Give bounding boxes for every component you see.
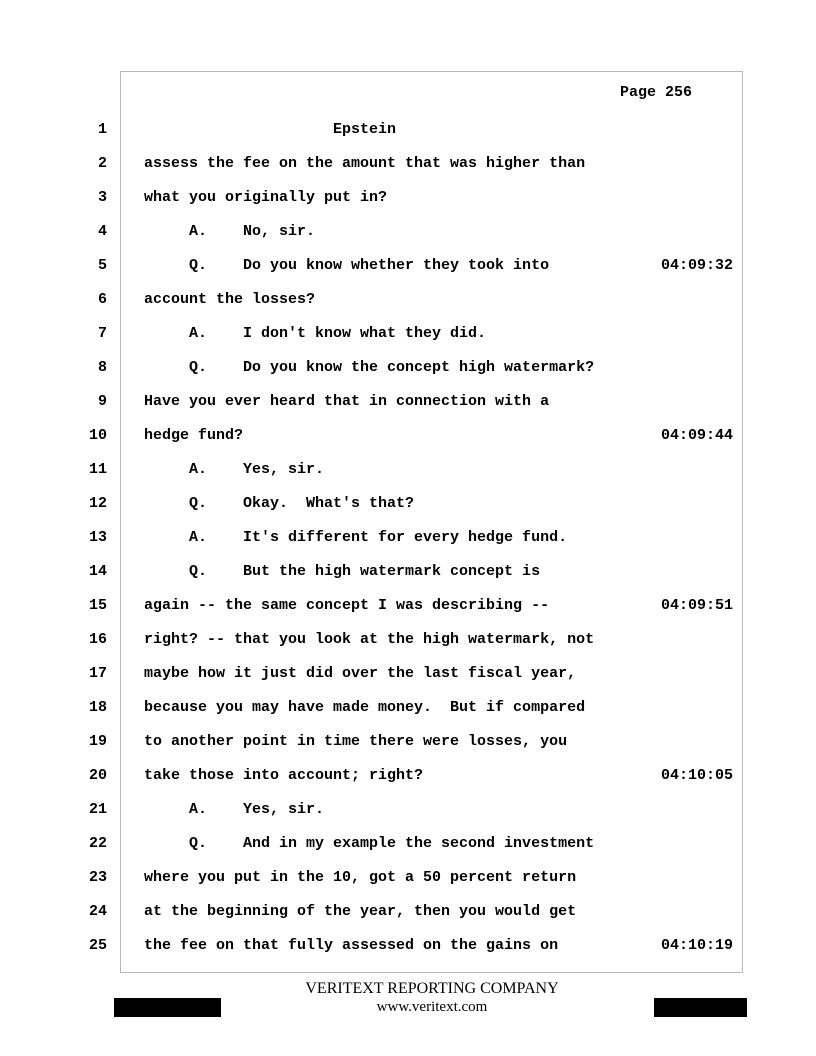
transcript-line xyxy=(0,359,816,393)
line-text: what you originally put in? xyxy=(144,189,388,206)
transcript-line xyxy=(0,257,816,291)
line-text: where you put in the 10, got a 50 percent return xyxy=(144,869,577,886)
line-text: right? -- that you look at the high watermark, not xyxy=(144,631,595,648)
transcript-line xyxy=(0,461,816,495)
transcript-line xyxy=(0,801,816,835)
line-number: 9 xyxy=(97,393,107,410)
line-number: 19 xyxy=(88,733,107,750)
line-text: again -- the same concept I was describing -- xyxy=(144,597,550,614)
line-text: maybe how it just did over the last fiscal year, xyxy=(144,665,577,682)
line-number: 22 xyxy=(88,835,107,852)
line-number: 23 xyxy=(88,869,107,886)
redaction-box-right xyxy=(654,998,747,1017)
line-number: 10 xyxy=(88,427,107,444)
line-number: 5 xyxy=(97,257,107,274)
timestamp: 04:10:05 xyxy=(661,767,734,784)
transcript-line xyxy=(0,665,816,699)
line-text: A. Yes, sir. xyxy=(144,801,325,818)
line-text: hedge fund? xyxy=(144,427,244,444)
line-text: A. It's different for every hedge fund. xyxy=(144,529,568,546)
line-number: 24 xyxy=(88,903,107,920)
line-number: 18 xyxy=(88,699,107,716)
line-text: Q. And in my example the second investment xyxy=(144,835,595,852)
line-text: take those into account; right? xyxy=(144,767,424,784)
timestamp: 04:09:44 xyxy=(661,427,734,444)
transcript-line xyxy=(0,427,816,461)
line-text: Have you ever heard that in connection with a xyxy=(144,393,550,410)
line-text: A. I don't know what they did. xyxy=(144,325,487,342)
line-number: 6 xyxy=(97,291,107,308)
transcript-line xyxy=(0,325,816,359)
transcript-line xyxy=(0,937,816,971)
transcript-line xyxy=(0,291,816,325)
line-number: 15 xyxy=(88,597,107,614)
line-text: at the beginning of the year, then you would get xyxy=(144,903,577,920)
transcript-line xyxy=(0,563,816,597)
line-text: assess the fee on the amount that was higher than xyxy=(144,155,586,172)
transcript-line xyxy=(0,835,816,869)
page-number: Page 256 xyxy=(620,84,693,101)
line-text: the fee on that fully assessed on the gains on xyxy=(144,937,559,954)
line-text: because you may have made money. But if compared xyxy=(144,699,586,716)
line-number: 14 xyxy=(88,563,107,580)
line-number: 17 xyxy=(88,665,107,682)
line-number: 7 xyxy=(97,325,107,342)
transcript-line xyxy=(0,597,816,631)
line-number: 11 xyxy=(88,461,107,478)
line-text: to another point in time there were losses, you xyxy=(144,733,568,750)
transcript-line xyxy=(0,223,816,257)
line-number: 8 xyxy=(97,359,107,376)
line-text: A. Yes, sir. xyxy=(144,461,325,478)
line-text: Q. Do you know the concept high watermark? xyxy=(144,359,595,376)
line-number: 12 xyxy=(88,495,107,512)
line-number: 4 xyxy=(97,223,107,240)
line-number: 20 xyxy=(88,767,107,784)
transcript-line xyxy=(0,495,816,529)
line-number: 2 xyxy=(97,155,107,172)
line-number: 1 xyxy=(97,121,107,138)
transcript-line xyxy=(0,631,816,665)
timestamp: 04:09:51 xyxy=(661,597,734,614)
line-number: 3 xyxy=(97,189,107,206)
redaction-box-left xyxy=(114,998,221,1017)
line-number: 16 xyxy=(88,631,107,648)
footer-url: www.veritext.com xyxy=(376,999,488,1015)
line-text: Q. But the high watermark concept is xyxy=(144,563,541,580)
line-number: 25 xyxy=(88,937,107,954)
transcript-line xyxy=(0,189,816,223)
timestamp: 04:09:32 xyxy=(661,257,734,274)
line-text: Q. Okay. What's that? xyxy=(144,495,415,512)
transcript-line xyxy=(0,121,816,155)
transcript-line xyxy=(0,699,816,733)
line-text: A. No, sir. xyxy=(144,223,316,240)
transcript-line xyxy=(0,393,816,427)
transcript-line xyxy=(0,529,816,563)
transcript-line xyxy=(0,903,816,937)
transcript-line xyxy=(0,733,816,767)
line-text: account the losses? xyxy=(144,291,316,308)
transcript-line xyxy=(0,767,816,801)
footer-company: VERITEXT REPORTING COMPANY xyxy=(305,980,559,997)
line-number: 13 xyxy=(88,529,107,546)
transcript-line xyxy=(0,155,816,189)
timestamp: 04:10:19 xyxy=(661,937,734,954)
line-text: Q. Do you know whether they took into xyxy=(144,257,550,274)
line-text: Epstein xyxy=(144,121,397,138)
line-number: 21 xyxy=(88,801,107,818)
transcript-line xyxy=(0,869,816,903)
